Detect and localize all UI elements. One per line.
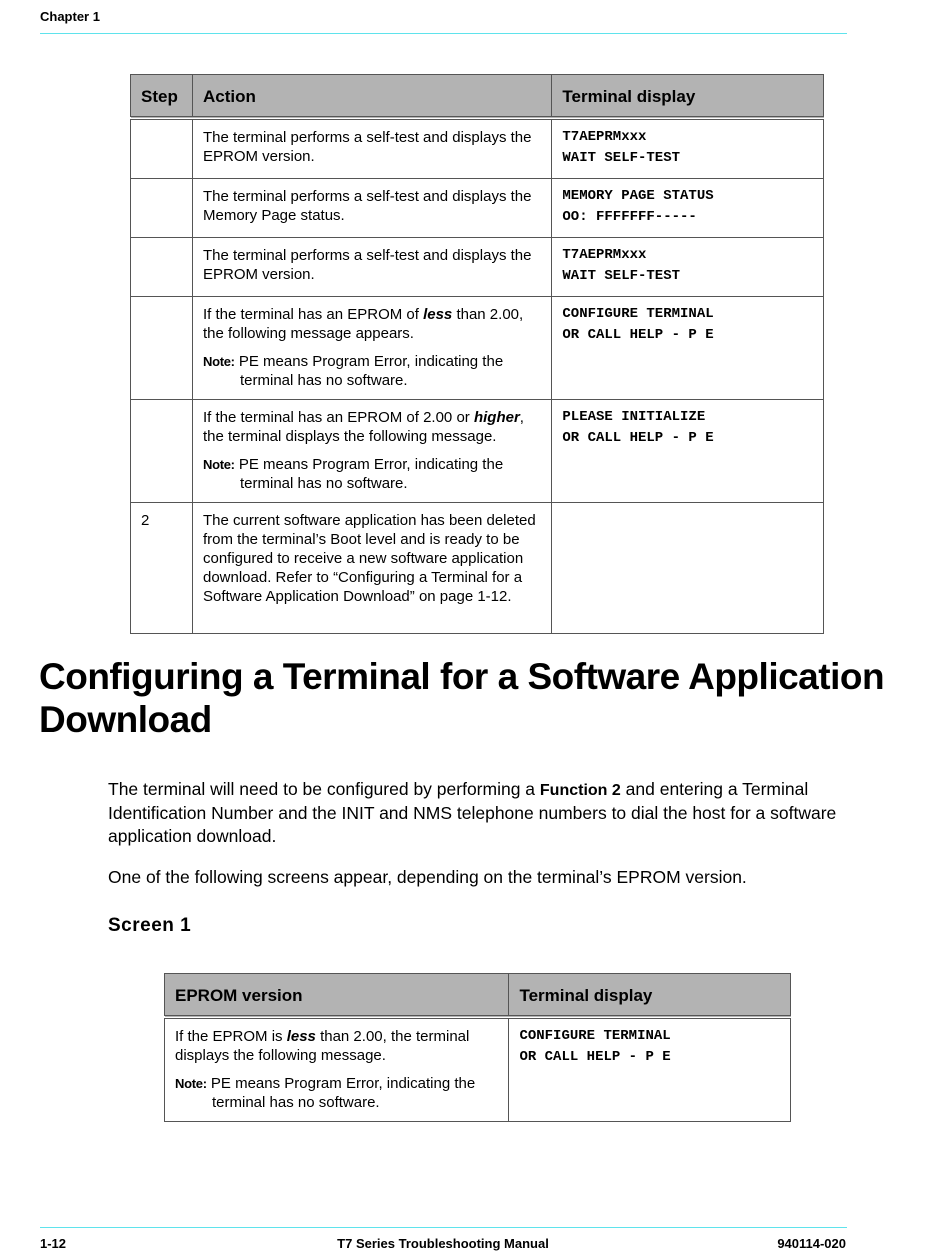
table-row xyxy=(131,503,824,634)
manual-title: T7 Series Troubleshooting Manual xyxy=(337,1236,549,1251)
page-number: 1-12 xyxy=(40,1236,67,1251)
header-rule xyxy=(40,33,847,34)
col-header-eprom: EPROM version xyxy=(165,974,509,1018)
step-cell xyxy=(131,238,193,297)
note: Note: PE means Program Error, indicating the terminal has no software. xyxy=(175,1075,476,1111)
eprom-table xyxy=(164,973,791,1122)
display-cell: CONFIGURE TERMINAL OR CALL HELP - P E xyxy=(552,297,824,400)
step-cell xyxy=(131,400,193,503)
table-header-row xyxy=(165,974,791,1018)
col-header-display: Terminal display xyxy=(509,974,791,1018)
screens-paragraph: One of the following screens appear, depending on the terminal’s EPROM version. xyxy=(108,867,747,887)
section-title: Configuring a Terminal for a Software Application Download xyxy=(39,656,885,740)
col-header-step: Step xyxy=(131,75,193,119)
intro-paragraph: The terminal will need to be configured by performing a Function 2 and entering a Terminal Identification Number and the INIT and NMS telephone numbers to dial the host for a software application download. xyxy=(108,779,837,846)
step-cell xyxy=(131,297,193,400)
display-cell: T7AEPRMxxx WAIT SELF-TEST xyxy=(552,118,824,179)
steps-table xyxy=(130,74,824,634)
display-cell xyxy=(552,503,824,634)
table-row xyxy=(131,297,824,400)
table-header-row xyxy=(131,75,824,119)
action-cell: The terminal performs a self-test and displays the EPROM version. xyxy=(192,118,551,179)
action-cell: If the terminal has an EPROM of less than 2.00, the following message appears. Note: PE means Program Error, indicating the terminal has no software. xyxy=(192,297,551,400)
action-cell: The terminal performs a self-test and displays the Memory Page status. xyxy=(192,179,551,238)
display-cell: MEMORY PAGE STATUS OO: FFFFFFF----- xyxy=(552,179,824,238)
table-row xyxy=(131,238,824,297)
step-cell xyxy=(131,118,193,179)
chapter-header: Chapter 1 xyxy=(40,9,100,24)
table-row xyxy=(165,1017,791,1122)
eprom-cell: If the EPROM is less than 2.00, the terminal displays the following message. Note: PE means Program Error, indicating the terminal has no software. xyxy=(165,1017,509,1122)
footer-rule xyxy=(40,1227,847,1228)
display-cell: CONFIGURE TERMINAL OR CALL HELP - P E xyxy=(509,1017,791,1122)
note: Note: PE means Program Error, indicating the terminal has no software. xyxy=(202,353,504,389)
table-row xyxy=(131,118,824,179)
doc-number: 940114-020 xyxy=(777,1236,846,1251)
table-row xyxy=(131,400,824,503)
step-cell: 2 xyxy=(131,503,193,634)
subheading-screen-1: Screen 1 xyxy=(108,915,192,936)
display-cell: PLEASE INITIALIZE OR CALL HELP - P E xyxy=(552,400,824,503)
note: Note: PE means Program Error, indicating the terminal has no software. xyxy=(202,456,504,492)
col-header-display: Terminal display xyxy=(552,75,824,119)
step-cell xyxy=(131,179,193,238)
display-cell: T7AEPRMxxx WAIT SELF-TEST xyxy=(552,238,824,297)
action-cell: The terminal performs a self-test and displays the EPROM version. xyxy=(192,238,551,297)
action-cell: The current software application has been deleted from the terminal’s Boot level and is ready to be configured to receive a new software application download. Refer to “Configuring a Terminal for a Software Application Download” on page 1-12. xyxy=(192,503,551,634)
action-cell: If the terminal has an EPROM of 2.00 or higher, the terminal displays the following message. Note: PE means Program Error, indicating the terminal has no software. xyxy=(192,400,551,503)
table-row xyxy=(131,179,824,238)
col-header-action: Action xyxy=(192,75,551,119)
